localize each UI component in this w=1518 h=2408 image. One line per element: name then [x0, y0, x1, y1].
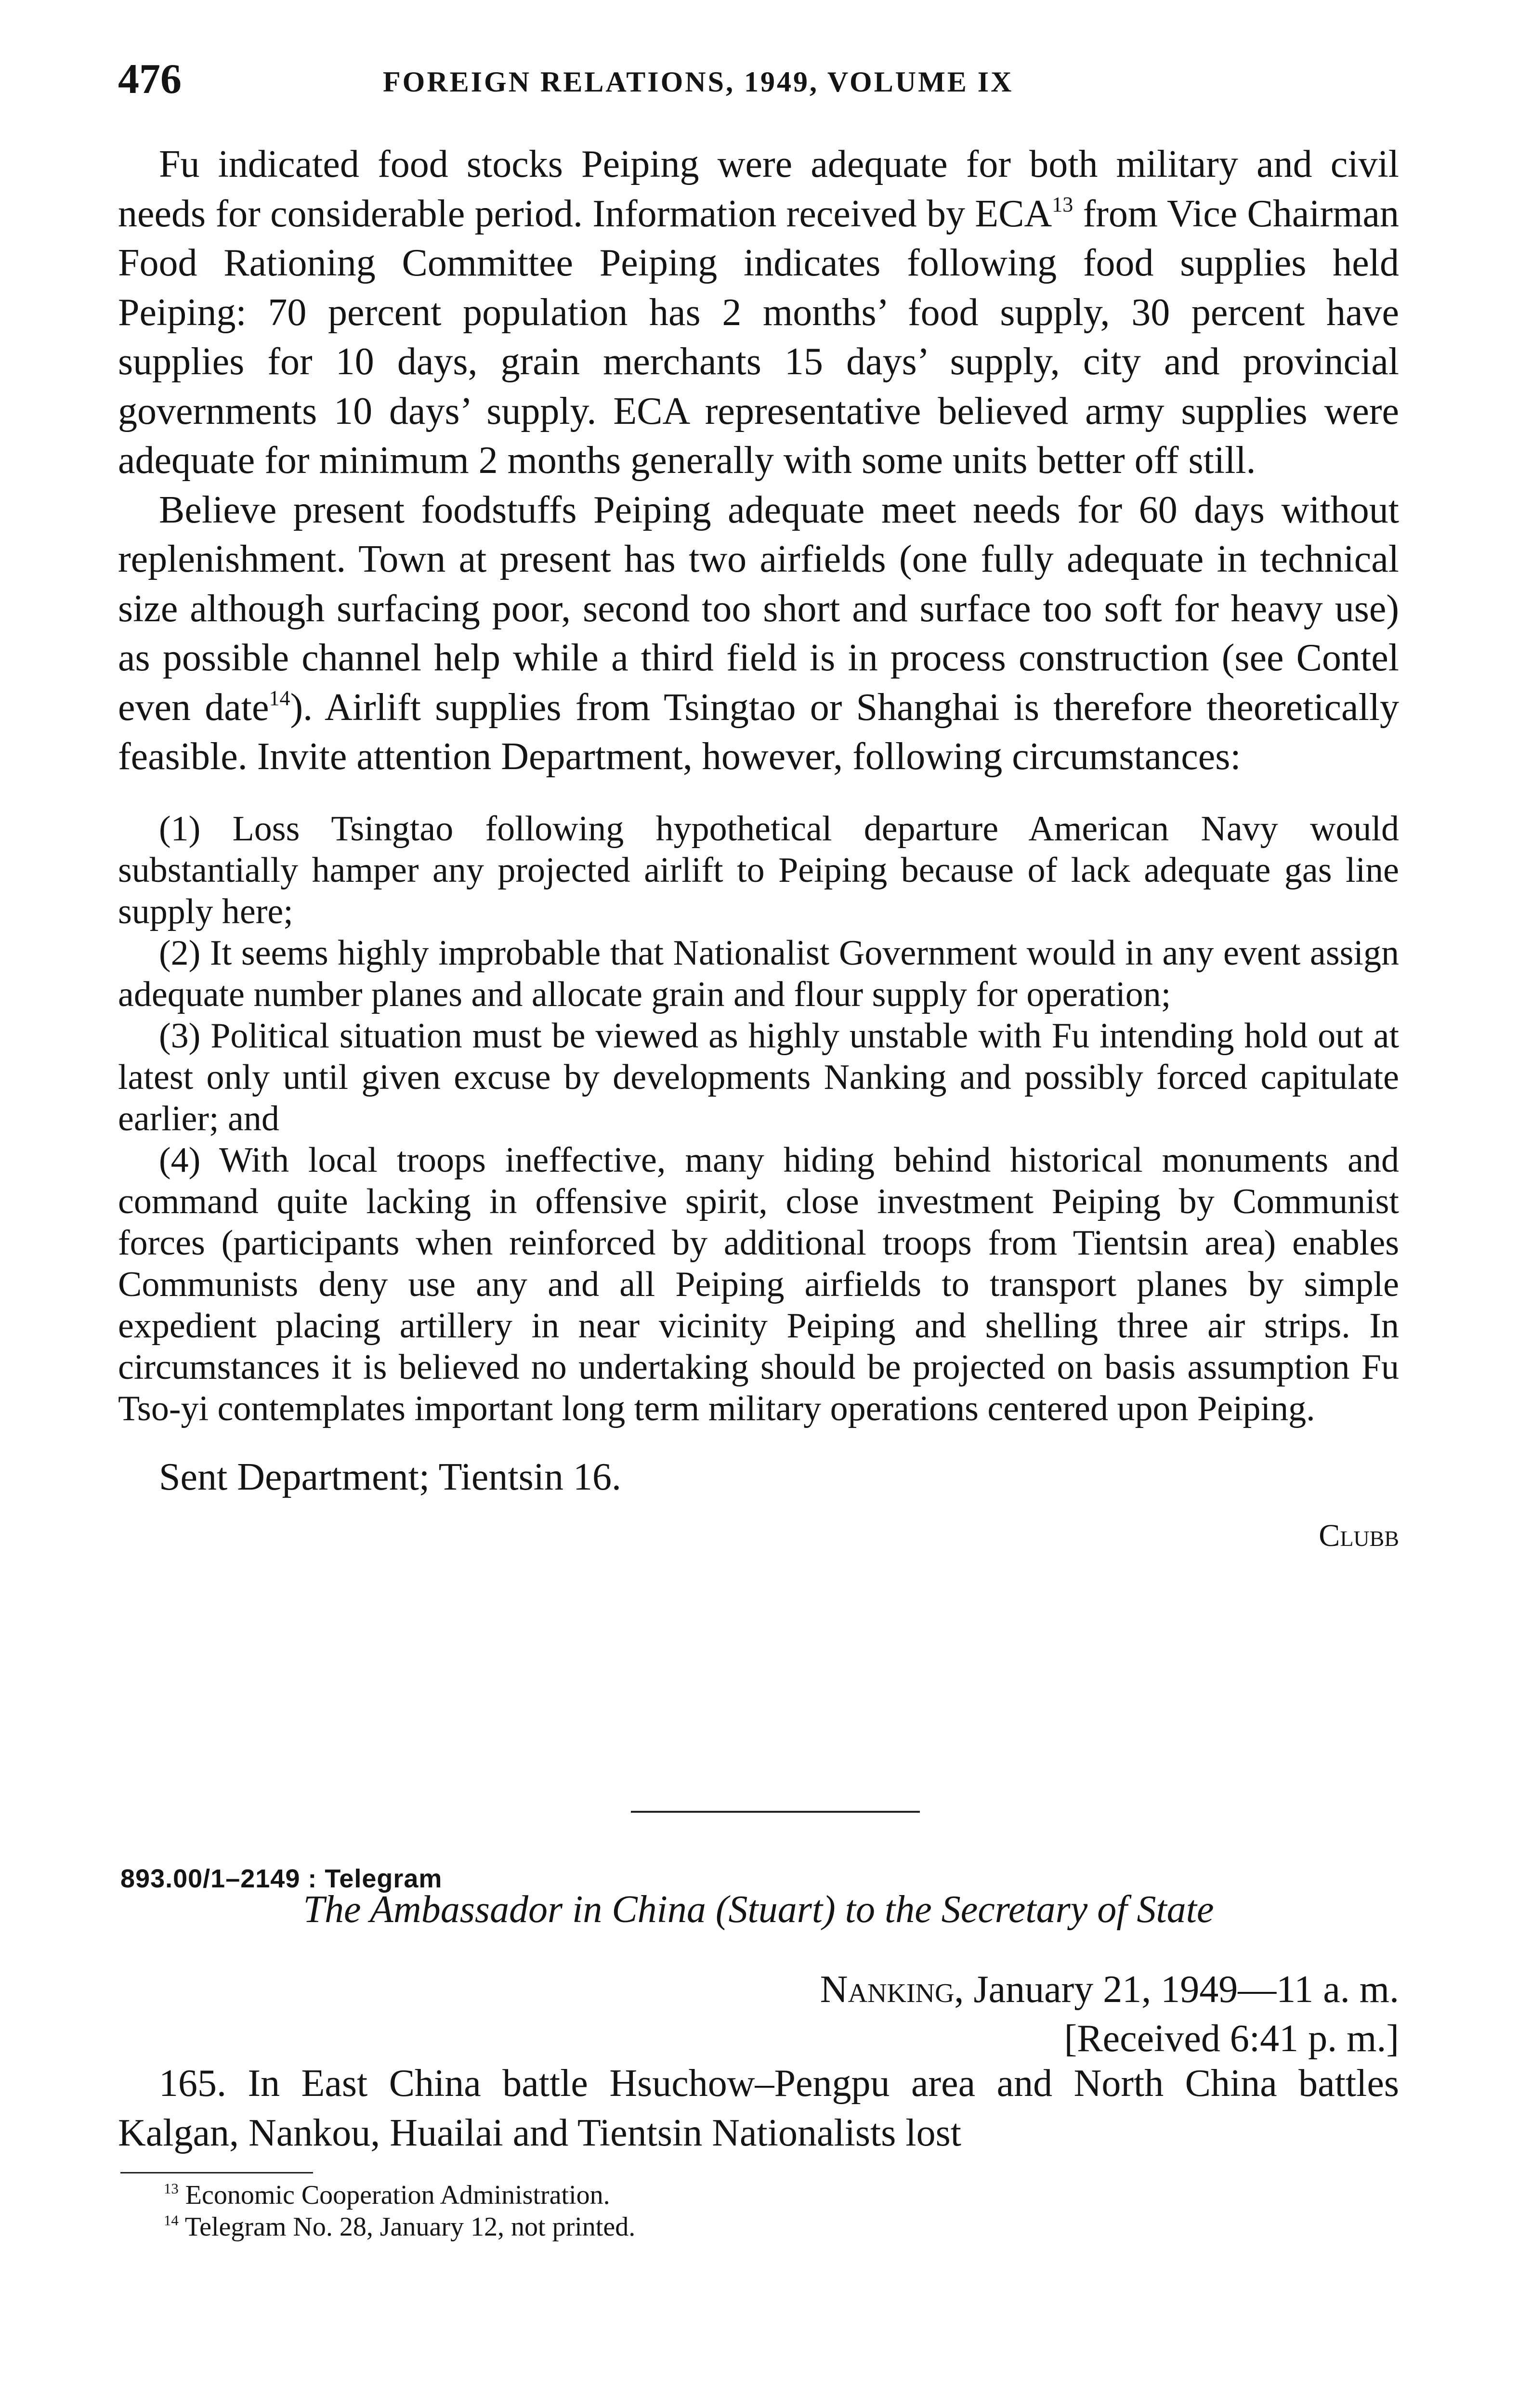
footnote — [120, 2179, 1373, 2211]
paragraph — [118, 140, 1399, 485]
footnote-text: Economic Cooperation Administration. — [178, 2180, 610, 2210]
list-item: (4) With local troops ineffective, many hiding behind historical monuments and command quite lacking in offensive spirit, close investment Peiping by Communist forces (participants when reinforced by additional troops from Tientsin area) enables Communists deny use any and all Peiping airfields to transport planes by simple expedient placing artillery in near vicinity Peiping and shelling three air strips. In circumstances it is believed no undertaking should be projected on basis assumption Fu Tso-yi contemplates important long term military operations centered upon Peiping. — [118, 1140, 1399, 1428]
date-text: January 21, 1949—11 a. m. — [964, 1968, 1399, 2011]
footnotes — [120, 2179, 1373, 2243]
footnote — [120, 2211, 1373, 2243]
footnote-text: Telegram No. 28, January 12, not printed. — [178, 2212, 636, 2242]
footnote-ref: 13 — [1052, 192, 1073, 216]
paragraph-text: Believe present foodstuffs Peiping adequate meet needs for 60 days without replenishment. Town at present has two airfields (one fully adequate in technical size although surfacing poor, second too short and surface too soft for heavy use) as possible channel help while a third field is in process construction (see Contel even date — [118, 488, 1399, 729]
list-item: (1) Loss Tsingtao following hypothetical departure American Navy would substantially hamper any projected airlift to Peiping because of lack adequate gas line supply here; — [118, 809, 1399, 931]
place-name: Nanking, — [820, 1968, 964, 2011]
circumstances-list — [118, 808, 1399, 1429]
list-item: (2) It seems highly improbable that Nationalist Government would in any event assign adequate number planes and allocate grain and flour supply for operation; — [118, 933, 1399, 1014]
footnote-rule — [120, 2172, 313, 2173]
footnote-ref: 14 — [269, 686, 290, 710]
paragraph-text: ). Airlift supplies from Tsingtao or Shanghai is therefore theoretically feasible. Invite attention Department, however, following circumstances: — [118, 686, 1399, 778]
running-head: FOREIGN RELATIONS, 1949, VOLUME IX — [383, 66, 1014, 98]
dateline — [118, 1965, 1399, 2063]
paragraph-text: from Vice Chairman Food Rationing Committee Peiping indicates following food supplies held Peiping: 70 percent population has 2 months’ food supply, 30 percent have supplies for 10 days, grain merchants 15 days’ supply, city and provincial governments 10 days’ supply. ECA representative believed army supplies were adequate for minimum 2 months generally with some units better off still. — [118, 192, 1399, 482]
received-line: [Received 6:41 p. m.] — [1064, 2017, 1399, 2060]
document-title: The Ambassador in China (Stuart) to the Secretary of State — [303, 1888, 1214, 1931]
telegram-body — [118, 140, 1399, 1561]
telegram2-body — [118, 2059, 1399, 2158]
page-number: 476 — [118, 56, 182, 103]
paragraph — [118, 485, 1399, 782]
paragraph-text: Fu indicated food stocks Peiping were adequate for both military and civil needs for considerable period. Information received by ECA — [118, 143, 1399, 235]
signature: Clubb — [1319, 1518, 1399, 1553]
footnote-number: 14 — [164, 2212, 179, 2229]
section-divider — [631, 1811, 920, 1813]
page-header — [118, 53, 1399, 106]
date-line — [118, 1965, 1399, 2014]
sent-line: Sent Department; Tientsin 16. — [159, 1455, 621, 1498]
file-reference: 893.00/1–2149 : Telegram — [120, 1864, 443, 1893]
list-item: (3) Political situation must be viewed as highly unstable with Fu intending hold out at latest only until given excuse by developments Nanking and possibly forced capitulate earlier; and — [118, 1016, 1399, 1139]
paragraph: 165. In East China battle Hsuchow–Pengpu area and North China battles Kalgan, Nankou, Huailai and Tientsin Nationalists lost — [118, 2062, 1399, 2154]
footnote-number: 13 — [164, 2180, 179, 2197]
